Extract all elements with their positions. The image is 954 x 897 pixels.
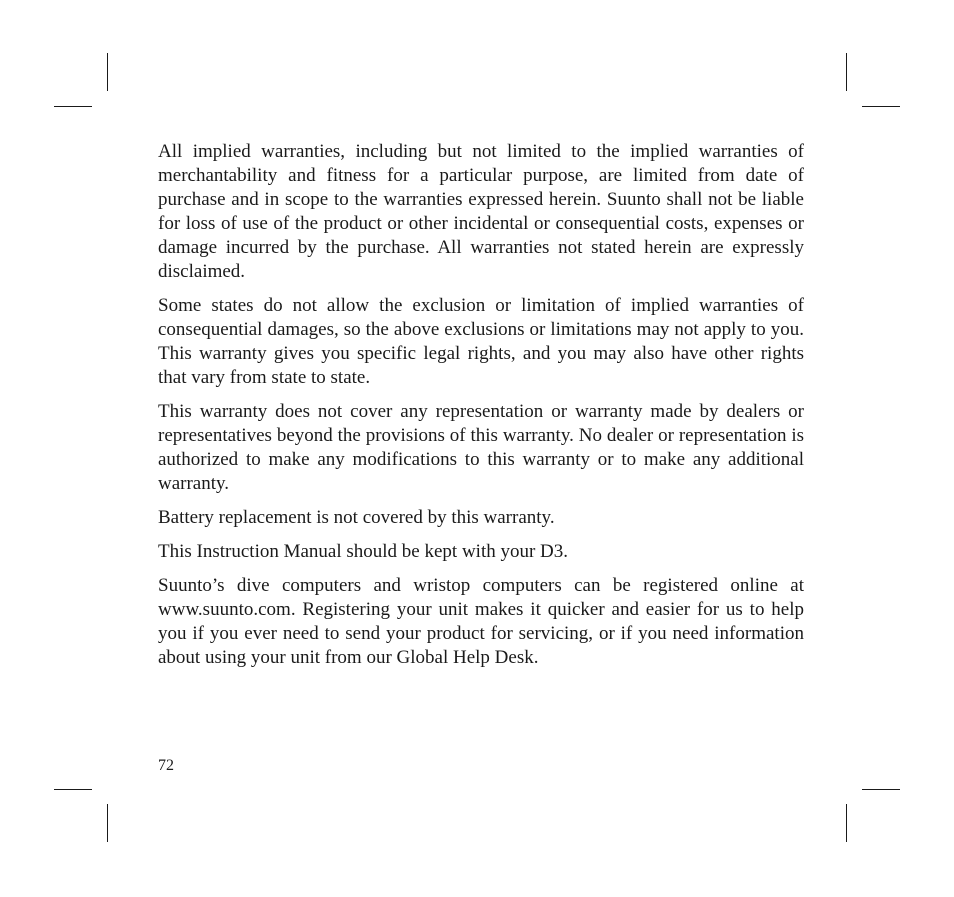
crop-mark-bottom-right-vertical [846,804,847,842]
paragraph-dealer-representations: This warranty does not cover any representation or warranty made by dealers or representatives beyond the provisions of this warranty. No dealer or representation is authorized to make any modifications to this warranty or to make any additional warranty. [158,401,804,494]
crop-mark-top-right-vertical [846,53,847,91]
paragraph-online-registration: Suunto’s dive computers and wristop computers can be registered online at www.suunto.com. Registering your unit makes it quicker and easier for us to help you if you ever need to send your product for servicing, or if you need information about using your unit from our Global Help Desk. [158,575,804,668]
document-body [158,140,804,680]
paragraph-manual-keeping: This Instruction Manual should be kept with your D3. [158,541,569,562]
crop-mark-top-left-vertical [107,53,108,91]
page-number: 72 [158,757,174,774]
crop-mark-bottom-left-horizontal [54,789,92,790]
crop-mark-bottom-right-horizontal [862,789,900,790]
crop-mark-bottom-left-vertical [107,804,108,842]
crop-mark-top-right-horizontal [862,106,900,107]
paragraph-battery-replacement: Battery replacement is not covered by this warranty. [158,507,555,528]
paragraph-implied-warranties: All implied warranties, including but not limited to the implied warranties of merchantability and fitness for a particular purpose, are limited from date of purchase and in scope to the warranties expressed herein. Suunto shall not be liable for loss of use of the product or other incidental or consequential costs, expenses or damage incurred by the purchase. All warranties not stated herein are expressly disclaimed. [158,141,804,282]
paragraph-state-exclusions: Some states do not allow the exclusion or limitation of implied warranties of consequential damages, so the above exclusions or limitations may not apply to you. This warranty gives you specific legal rights, and you may also have other rights that vary from state to state. [158,295,804,388]
crop-mark-top-left-horizontal [54,106,92,107]
